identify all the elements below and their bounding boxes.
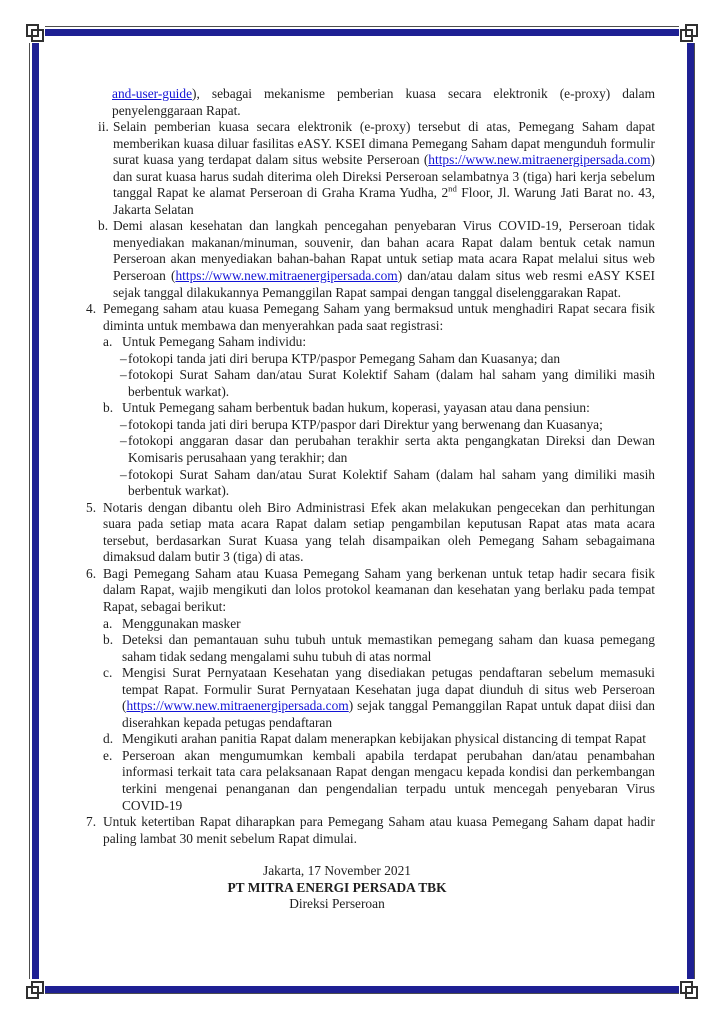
list-item <box>98 218 655 301</box>
document-body <box>86 86 655 913</box>
paragraph-continuation <box>112 86 655 119</box>
list-item <box>103 616 655 633</box>
corner-square-icon <box>680 981 693 994</box>
list-item <box>120 467 655 500</box>
paragraph-text: fotokopi Surat Saham dan/atau Surat Kolektif Saham (dalam hal saham yang dimiliki masih berbentuk warkat). <box>128 466 655 499</box>
list-marker: 7. <box>86 814 97 830</box>
signature-place-date: Jakarta, 17 November 2021 <box>263 863 411 879</box>
list-marker: b. <box>98 218 109 234</box>
list-marker: e. <box>103 747 113 763</box>
list-marker: ii. <box>98 119 109 135</box>
list-item <box>103 632 655 665</box>
list-item <box>120 367 655 400</box>
list-item <box>86 301 655 334</box>
list-marker: b. <box>103 632 114 648</box>
paragraph-text: Deteksi dan pemantauan suhu tubuh untuk memastikan pemegang saham dan kuasa pemegang saham tidak sedang mengalami suhu tubuh di atas normal <box>122 632 655 664</box>
document-paragraphs <box>86 86 655 847</box>
list-marker: a. <box>103 615 113 631</box>
hyperlink[interactable]: https://www.new.mitraenergipersada.com <box>175 268 398 284</box>
list-item <box>86 814 655 847</box>
paragraph-text: fotokopi Surat Saham dan/atau Surat Kolektif Saham (dalam hal saham yang dimiliki masih berbentuk warkat). <box>128 367 655 399</box>
paragraph-text: fotokopi tanda jati diri berupa KTP/paspor dari Direktur yang berwenang dan Kuasanya; <box>128 416 603 432</box>
list-marker: – <box>120 416 127 432</box>
paragraph-text: Perseroan akan mengumumkan kembali apabila terdapat perubahan dan/atau penambahan informasi terkait tata cara pelaksanaan Rapat dengan mengacu kepada kondisi dan perkembangan terkini mengenai penanganan dan pengendalian terpadu untuk mencegah penyebaran Virus COVID-19 <box>122 747 655 813</box>
list-marker: a. <box>103 334 113 350</box>
corner-square-icon <box>31 29 44 42</box>
paragraph-text: Menggunakan masker <box>122 615 241 631</box>
paragraph-text: Demi alasan kesehatan dan langkah pencegahan penyebaran Virus COVID-19, Perseroan tidak menyediakan makanan/minuman, souvenir, dan bahan acara Rapat dalam bentuk cetak namun Perseroan akan menyediakan bahan-bahan Rapat untuk setiap mata acara Rapat melalui situs web Perseroan (https://www.new.mitraenergipersada.com) dan/atau dalam situs web resmi eASY KSEI sejak tanggal dilakukannya Pemanggilan Rapat sampai dengan tanggal diselenggarakan Rapat. <box>113 218 656 300</box>
paragraph-text: Bagi Pemegang Saham atau Kuasa Pemegang Saham yang berkenan untuk tetap hadir secara fisik dalam Rapat, wajib mengikuti dan lolos protokol keamanan dan kesehatan yang berlaku pada tempat Rapat, sebagai berikut: <box>103 565 655 614</box>
paragraph-text: Untuk ketertiban Rapat diharapkan para Pemegang Saham atau kuasa Pemegang Saham dapat hadir paling lambat 30 menit sebelum Rapat dimulai. <box>103 814 655 846</box>
paragraph-text: Untuk Pemegang saham berbentuk badan hukum, koperasi, yayasan atau dana pensiun: <box>122 400 590 416</box>
corner-square-icon <box>31 981 44 994</box>
list-item <box>98 119 655 218</box>
paragraph-text: Selain pemberian kuasa secara elektronik (e-proxy) tersebut di atas, Pemegang Saham dapat memberikan kuasa diluar fasilitas eASY. KSEI dimana Pemegang Saham dapat mengunduh formulir surat kuasa yang terdapat dalam situs website Perseroan (https://www.new.mitraenergipersada.com) dan surat kuasa harus sudah diterima oleh Direksi Perseroan selambatnya 3 (tiga) hari kerja sebelum tanggal Rapat ke alamat Perseroan di Graha Krama Yudha, 2nd Floor, Jl. Warung Jati Barat no. 43, Jakarta Selatan <box>113 119 656 217</box>
list-item <box>120 433 655 466</box>
hyperlink[interactable]: and-user-guide <box>112 86 193 101</box>
list-marker: b. <box>103 400 114 416</box>
list-item <box>103 334 655 351</box>
list-marker: c. <box>103 665 113 681</box>
list-item <box>86 500 655 566</box>
paragraph-text: Mengikuti arahan panitia Rapat dalam menerapkan kebijakan physical distancing di tempat Rapat <box>122 731 646 747</box>
paragraph-text: Pemegang saham atau kuasa Pemegang Saham yang bermaksud untuk menghadiri Rapat secara fisik diminta untuk membawa dan menyerahkan pada saat registrasi: <box>103 301 655 333</box>
hyperlink[interactable]: https://www.new.mitraenergipersada.com <box>428 152 651 168</box>
list-marker: – <box>120 350 127 366</box>
list-marker: – <box>120 433 127 449</box>
list-item <box>103 400 655 417</box>
paragraph-text: Notaris dengan dibantu oleh Biro Administrasi Efek akan melakukan pengecekan dan perhitungan suara pada setiap mata acara Rapat dalam setiap pengambilan keputusan Rapat atas mata acara tersebut, berdasarkan Surat Kuasa yang telah disampaikan oleh Pemegang Saham sebagaimana dimaksud dalam butir 3 (tiga) di atas. <box>103 499 655 565</box>
list-marker: 4. <box>86 301 97 317</box>
superscript: nd <box>448 183 457 194</box>
list-marker: 6. <box>86 565 97 581</box>
signature-block <box>86 863 588 913</box>
signature-role: Direksi Perseroan <box>289 896 385 912</box>
list-item <box>120 417 655 434</box>
list-item <box>103 665 655 731</box>
paragraph-text: fotokopi anggaran dasar dan perubahan terakhir serta akta pengangkatan Direksi dan Dewan Komisaris perusahaan yang terakhir; dan <box>128 433 655 466</box>
list-marker: – <box>120 367 127 383</box>
list-item <box>103 748 655 814</box>
paragraph-text: and-user-guide), sebagai mekanisme pemberian kuasa secara elektronik (e-proxy) dalam penyelenggaraan Rapat. <box>112 86 655 118</box>
paragraph-text: fotokopi tanda jati diri berupa KTP/paspor Pemegang Saham dan Kuasanya; dan <box>128 350 561 366</box>
list-item <box>120 351 655 368</box>
signature-company: PT MITRA ENERGI PERSADA TBK <box>227 879 447 895</box>
list-marker: 5. <box>86 499 97 515</box>
list-item <box>86 566 655 616</box>
corner-square-icon <box>680 29 693 42</box>
list-marker: d. <box>103 731 114 747</box>
paragraph-text: Untuk Pemegang Saham individu: <box>122 334 307 350</box>
list-marker: – <box>120 466 127 482</box>
list-item <box>103 731 655 748</box>
paragraph-text: Mengisi Surat Pernyataan Kesehatan yang disediakan petugas pendaftaran sebelum memasuki tempat Rapat. Formulir Surat Pernyataan Kesehatan juga dapat diunduh di situs web Perseroan (https://www.new.mitraenergipersada.com) sejak tanggal Pemanggilan Rapat untuk dapat diisi dan diserahkan kepada petugas pendaftaran <box>122 665 655 730</box>
hyperlink[interactable]: https://www.new.mitraenergipersada.com <box>126 698 349 714</box>
